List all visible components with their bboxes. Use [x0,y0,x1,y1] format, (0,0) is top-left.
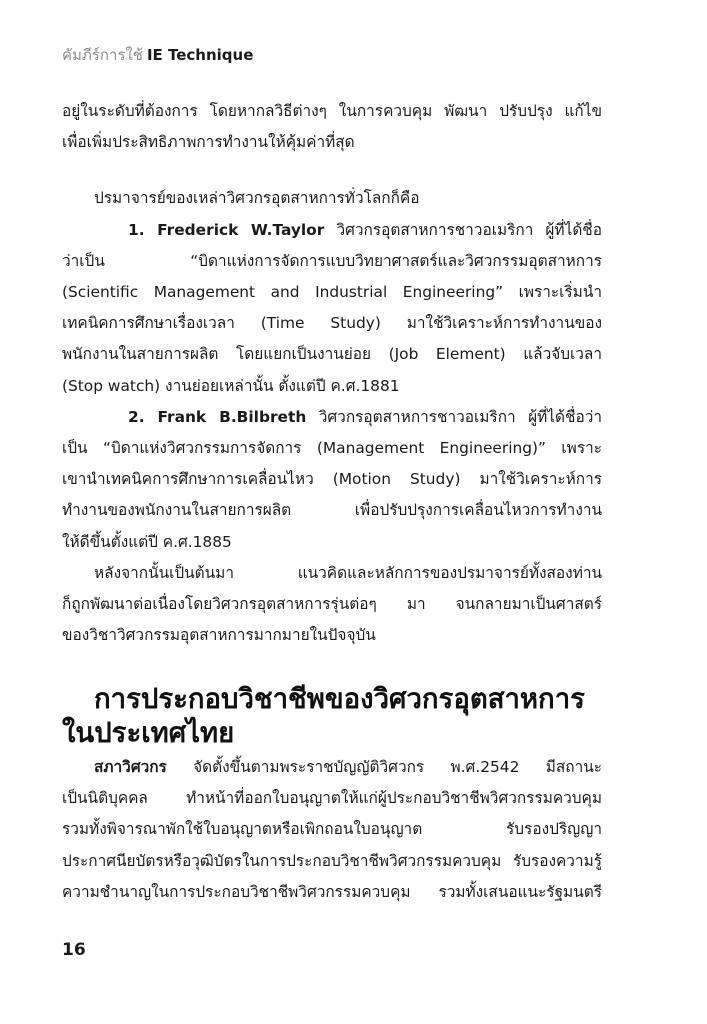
pioneer-name: 1. Frederick W.Taylor [128,220,325,239]
paragraph-line: ประกาศนียบัตรหรือวุฒิบัตรในการประกอบวิชาชีพวิศวกรรมควบคุม รับรองความรู้ [62,851,602,870]
paragraph-line: รวมทั้งพิจารณาพักใช้ใบอนุญาตหรือเพิกถอนใบอนุญาต รับรองปริญญา [62,820,602,839]
paragraph-line: ก็ถูกพัฒนาต่อเนื่องโดยวิศวกรอุตสาหการรุ่นต่อๆ มา จนกลายมาเป็นศาสตร์ [62,595,602,614]
paragraph-line: อยู่ในระดับที่ต้องการ โดยหากลวิธีต่างๆ ในการควบคุม พัฒนา ปรับปรุง แก้ไข [62,102,602,120]
pioneers-intro: ปรมาจารย์ของเหล่าวิศวกรอุตสาหการทั่วโลกก็คือ [94,189,420,208]
paragraph-line: เป็น “บิดาแห่งวิศวกรรมการจัดการ (Management Engineering)” เพราะ [62,439,602,458]
paragraph-line: ทำงานของพนักงานในสายการผลิต เพื่อปรับปรุงการเคลื่อนไหวการทำงาน [62,501,602,520]
body-text-top [62,96,602,651]
lead-term: สภาวิศวกร [94,758,167,776]
pioneer-name: 2. Frank B.Bilbreth [128,407,307,426]
paragraph-line: (Stop watch) งานย่อยเหล่านั้น ตั้งแต่ปี ค.ศ.1881 [62,376,400,395]
section-heading-line: ในประเทศไทย [62,717,235,749]
section-lead-line: สภาวิศวกร จัดตั้งขึ้นตามพระราชบัญญัติวิศวกร พ.ศ.2542 มีสถานะ [94,758,602,776]
paragraph-line: เพื่อเพิ่มประสิทธิภาพการทำงานให้คุ้มค่าที่สุด [62,133,355,152]
section-heading-line: การประกอบวิชาชีพของวิศวกรอุตสาหการ [94,683,585,715]
paragraph-line: ความชำนาญในการประกอบวิชาชีพวิศวกรรมควบคุม รวมทั้งเสนอแนะรัฐมนตรี [62,882,602,901]
paragraph-line: หลังจากนั้นเป็นต้นมา แนวคิดและหลักการของปรมาจารย์ทั้งสองท่าน [94,563,602,582]
pioneer-item-taylor: 1. Frederick W.Taylor วิศวกรอุตสาหการชาวอเมริกา ผู้ที่ได้ชื่อ [128,220,602,239]
page-number: 16 [62,940,86,960]
paragraph-line: ให้ดีขึ้นตั้งแต่ปี ค.ศ.1885 [62,532,232,551]
paragraph-line: ว่าเป็น “บิดาแห่งการจัดการแบบวิทยาศาสตร์และวิศวกรรมอุตสาหการ [62,251,602,270]
running-header [62,44,253,66]
book-subtitle: IE Technique [146,46,254,64]
paragraph-line: เขานำเทคนิคการศึกษาการเคลื่อนไหว (Motion Study) มาใช้วิเคราะห์การ [62,470,602,489]
paragraph-line: (Scientific Management and Industrial Engineering” เพราะเริ่มนำ [62,283,602,302]
paragraph-line: พนักงานในสายการผลิต โดยแยกเป็นงานย่อย (Job Element) แล้วจับเวลา [62,345,602,364]
paragraph-line: เป็นนิติบุคคล ทำหน้าที่ออกใบอนุญาตให้แก่ผู้ประกอบวิชาชีพวิศวกรรมควบคุม [62,789,602,808]
body-text-section [62,752,602,908]
section-heading [62,682,607,750]
paragraph-line: ของวิชาวิศวกรรมอุตสาหการมากมายในปัจจุบัน [62,626,376,645]
paragraph-line: เทคนิคการศึกษาเรื่องเวลา (Time Study) มาใช้วิเคราะห์การทำงานของ [62,314,602,333]
book-title: คัมภีร์การใช้ [62,46,143,64]
pioneer-item-gilbreth: 2. Frank B.Bilbreth วิศวกรอุตสาหการชาวอเมริกา ผู้ที่ได้ชื่อว่า [128,407,602,426]
